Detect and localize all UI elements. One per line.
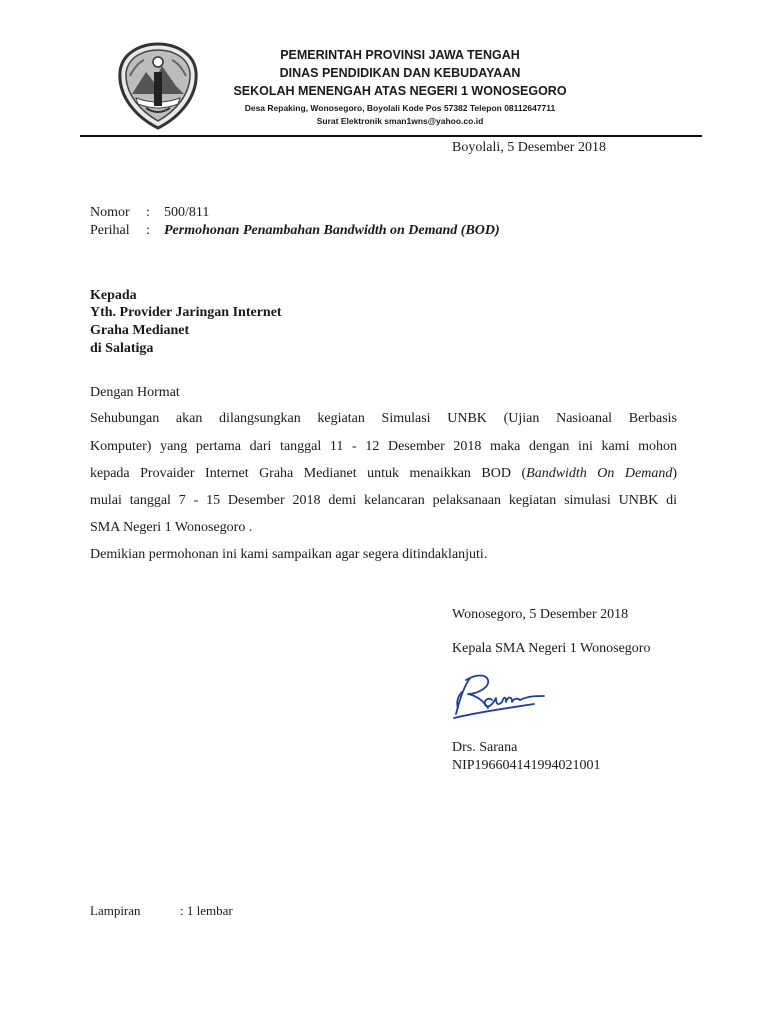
body-text-italic: Bandwidth On Demand — [526, 466, 673, 481]
letterhead-school: SEKOLAH MENENGAH ATAS NEGERI 1 WONOSEGORO — [233, 84, 567, 98]
nomor-colon: : — [146, 205, 150, 220]
letterhead-address: Desa Repaking, Wonosegoro, Boyolali Kode Pos 57382 Telepon 08112647711 — [244, 103, 556, 113]
closing-statement: Demikian permohonan ini kami sampaikan agar segera ditindaklanjuti. — [90, 547, 488, 562]
recipient-line: Yth. Provider Jaringan Internet — [90, 305, 282, 320]
provincial-emblem-logo — [116, 42, 200, 130]
body-line: SMA Negeri 1 Wonosegoro . — [90, 520, 253, 535]
lampiran-value: : 1 lembar — [180, 903, 233, 918]
body-line: Sehubungan akan dilangsungkan kegiatan Simulasi UNBK (Ujian Nasioanal Berbasis — [90, 411, 677, 426]
nomor-label: Nomor — [90, 205, 130, 220]
nomor-value: 500/811 — [164, 205, 210, 220]
recipient-line: di Salatiga — [90, 341, 154, 356]
body-text: kepada Provaider Internet Graha Medianet untuk menaikkan BOD ( — [90, 466, 527, 481]
body-line: Komputer) yang pertama dari tanggal 11 - 12 Desember 2018 maka dengan ini kami mohon — [90, 439, 677, 454]
signature-date: Wonosegoro, 5 Desember 2018 — [452, 607, 629, 622]
body-line — [90, 465, 677, 482]
body-text: ) — [672, 466, 678, 481]
letter-date: Boyolali, 5 Desember 2018 — [452, 140, 606, 155]
perihal-value: Permohonan Penambahan Bandwidth on Demand (BOD) — [164, 223, 500, 238]
letterhead-government: PEMERINTAH PROVINSI JAWA TENGAH — [280, 48, 520, 62]
letterhead-email: Surat Elektronik sman1wns@yahoo.co.id — [316, 116, 484, 126]
letterhead-divider — [80, 135, 702, 137]
recipient-line: Kepada — [90, 288, 137, 303]
perihal-colon: : — [146, 223, 150, 238]
signature-title: Kepala SMA Negeri 1 Wonosegoro — [452, 641, 651, 656]
perihal-label: Perihal — [90, 223, 130, 238]
signatory-name: Drs. Sarana — [452, 740, 518, 755]
letterhead-department: DINAS PENDIDIKAN DAN KEBUDAYAAN — [279, 66, 521, 80]
signatory-nip: NIP196604141994021001 — [452, 758, 601, 773]
body-line: mulai tanggal 7 - 15 Desember 2018 demi kelancaran pelaksanaan kegiatan simulasi UNBK di — [90, 493, 677, 508]
greeting: Dengan Hormat — [90, 385, 180, 400]
recipient-line: Graha Medianet — [90, 323, 190, 338]
handwritten-signature — [448, 668, 552, 728]
lampiran-label: Lampiran — [90, 903, 141, 918]
